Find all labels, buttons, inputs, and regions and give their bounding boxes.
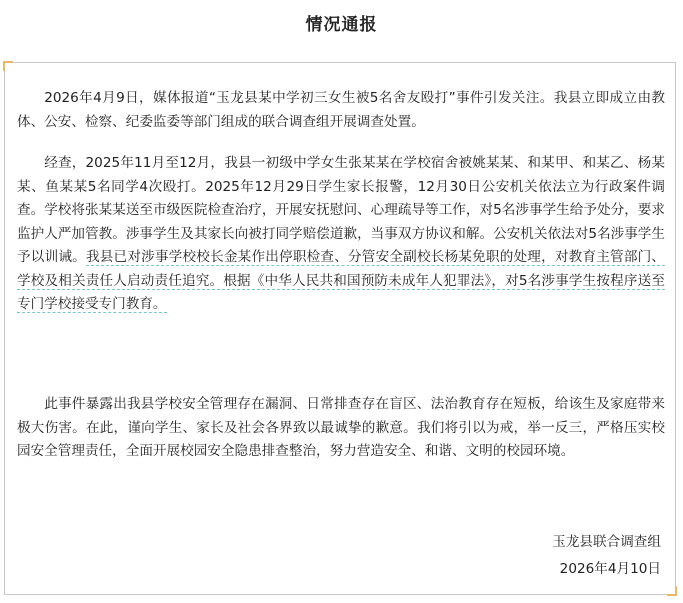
date: 2026年4月10日 bbox=[559, 561, 661, 577]
findings-text: 经查，2025年11月至12月，我县一初级中学女生张某某在学校宿舍被姚某某、和某甲、和某乙、杨某某、鱼某某5名同学4次殴打。2025年12月29日学生家长报警，12月30日公安机关依法立为行政案件调查。学校将张某某送至市级医院检查治疗，开展安抚慰问、心理疏导等工作，对5名涉事学生给予处分，要求监护人严加管教。涉事学生及其家长向被打同学赔偿道歉，当事双方协议和解。公安机关依法对5名涉事学生予以训诫。 bbox=[17, 155, 665, 265]
page-title: 情况通报 bbox=[305, 15, 378, 35]
paragraph-intro: 2026年4月9日，媒体报道“玉龙县某中学初三女生被5名舍友殴打”事件引发关注。我县立即成立由教体、公安、检察、纪委监委等部门组成的联合调查组开展调查处置。 bbox=[17, 90, 665, 130]
signature: 玉龙县联合调查组 bbox=[552, 534, 661, 550]
notice-frame bbox=[4, 62, 676, 595]
paragraph-apology: 此事件暴露出我县学校安全管理存在漏洞、日常排查存在盲区、法治教育存在短板，给该生及家庭带来极大伤害。在此，谨向学生、家长及社会各界致以最诚挚的歉意。我们将引以为戒，举一反三，严格压实校园安全管理责任，全面开展校园安全隐患排查整治，努力营造安全、和谐、文明的校园环境。 bbox=[17, 396, 665, 459]
paragraph-findings bbox=[17, 152, 665, 317]
highlighted-accountability-text: 我县已对涉事学校校长金某作出停职检查、分管安全副校长杨某免职的处理，对教育主管部门、学校及相关责任人启动责任追究。根据《中华人民共和国预防未成年人犯罪法》，对5名涉事学生按程序送至专门学校接受专门教育。 bbox=[17, 249, 666, 312]
